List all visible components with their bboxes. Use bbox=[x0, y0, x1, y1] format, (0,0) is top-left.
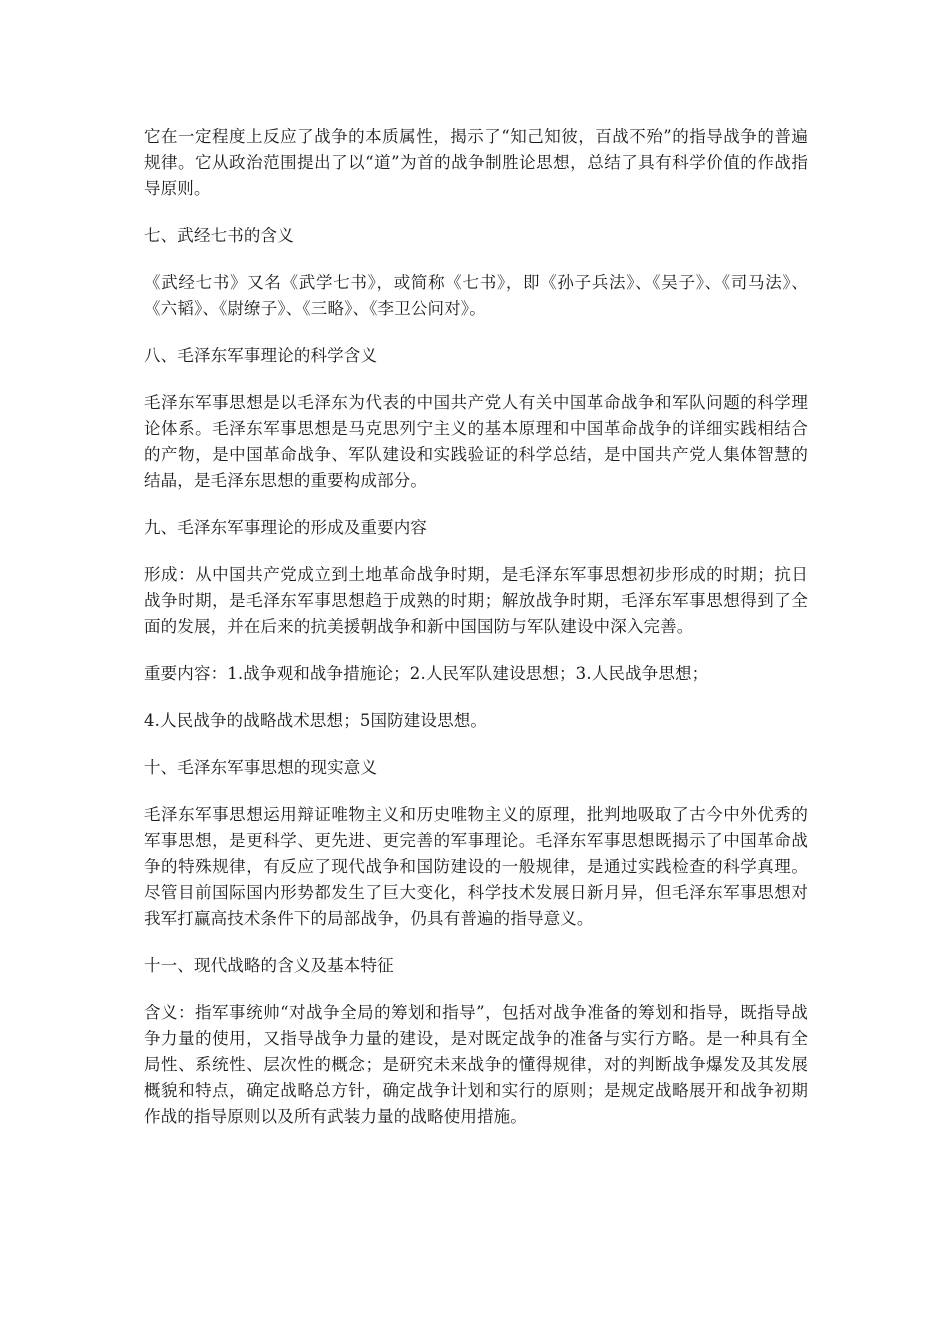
paragraph-intro-conclusion: 它在一定程度上反应了战争的本质属性，揭示了“知己知彼，百战不殆”的指导战争的普遍规律。它从政治范围提出了以“道”为首的战争制胜论思想，总结了具有科学价值的作战指导原则。 bbox=[144, 127, 808, 198]
paragraph-seven-books: 《武经七书》又名《武学七书》，或简称《七书》，即《孙子兵法》、《吴子》、《司马法》、《六韬》、《尉缭子》、《三略》、《李卫公问对》。 bbox=[144, 273, 808, 318]
section-heading-11: 十一、现代战略的含义及基本特征 bbox=[144, 956, 394, 975]
paragraph-formation: 形成：从中国共产党成立到土地革命战争时期，是毛泽东军事思想初步形成的时期；抗日战争时期，是毛泽东军事思想趋于成熟的时期；解放战争时期，毛泽东军事思想得到了全面的发展，并在后来的抗美援朝战争和新中国国防与军队建设中深入完善。 bbox=[144, 565, 808, 636]
paragraph-mao-theory-meaning: 毛泽东军事思想是以毛泽东为代表的中国共产党人有关中国革命战争和军队问题的科学理论体系。毛泽东军事思想是马克思列宁主义的基本原理和中国革命战争的详细实践相结合的产物，是中国革命战争、军队建设和实践验证的科学总结，是中国共产党人集体智慧的结晶，是毛泽东思想的重要构成部分。 bbox=[144, 393, 808, 490]
paragraph-key-content-1: 重要内容：1.战争观和战争措施论；2.人民军队建设思想；3.人民战争思想； bbox=[144, 664, 709, 683]
paragraph-key-content-2: 4.人民战争的战略战术思想；5国防建设思想。 bbox=[144, 711, 488, 730]
section-heading-7: 七、武经七书的含义 bbox=[144, 226, 294, 245]
section-heading-9: 九、毛泽东军事理论的形成及重要内容 bbox=[144, 518, 428, 537]
section-heading-10: 十、毛泽东军事思想的现实意义 bbox=[144, 758, 378, 777]
paragraph-practical-significance: 毛泽东军事思想运用辩证唯物主义和历史唯物主义的原理，批判地吸取了古今中外优秀的军事思想，是更科学、更先进、更完善的军事理论。毛泽东军事思想既揭示了中国革命战争的特殊规律，有反应了现代战争和国防建设的一般规律，是通过实践检查的科学真理。尽管目前国际国内形势都发生了巨大变化，科学技术发展日新月异，但毛泽东军事思想对我军打赢高技术条件下的局部战争，仍具有普遍的指导意义。 bbox=[144, 805, 808, 928]
section-heading-8: 八、毛泽东军事理论的科学含义 bbox=[144, 346, 378, 365]
document-body bbox=[144, 124, 808, 1151]
paragraph-modern-strategy: 含义：指军事统帅“对战争全局的筹划和指导”，包括对战争准备的筹划和指导，既指导战争力量的使用，又指导战争力量的建设，是对既定战争的准备与实行方略。是一种具有全局性、系统性、层次性的概念；是研究未来战争的懂得规律，对的判断战争爆发及其发展概貌和特点，确定战略总方针，确定战争计划和实行的原则；是规定战略展开和战争初期作战的指导原则以及所有武装力量的战略使用措施。 bbox=[144, 1003, 808, 1126]
